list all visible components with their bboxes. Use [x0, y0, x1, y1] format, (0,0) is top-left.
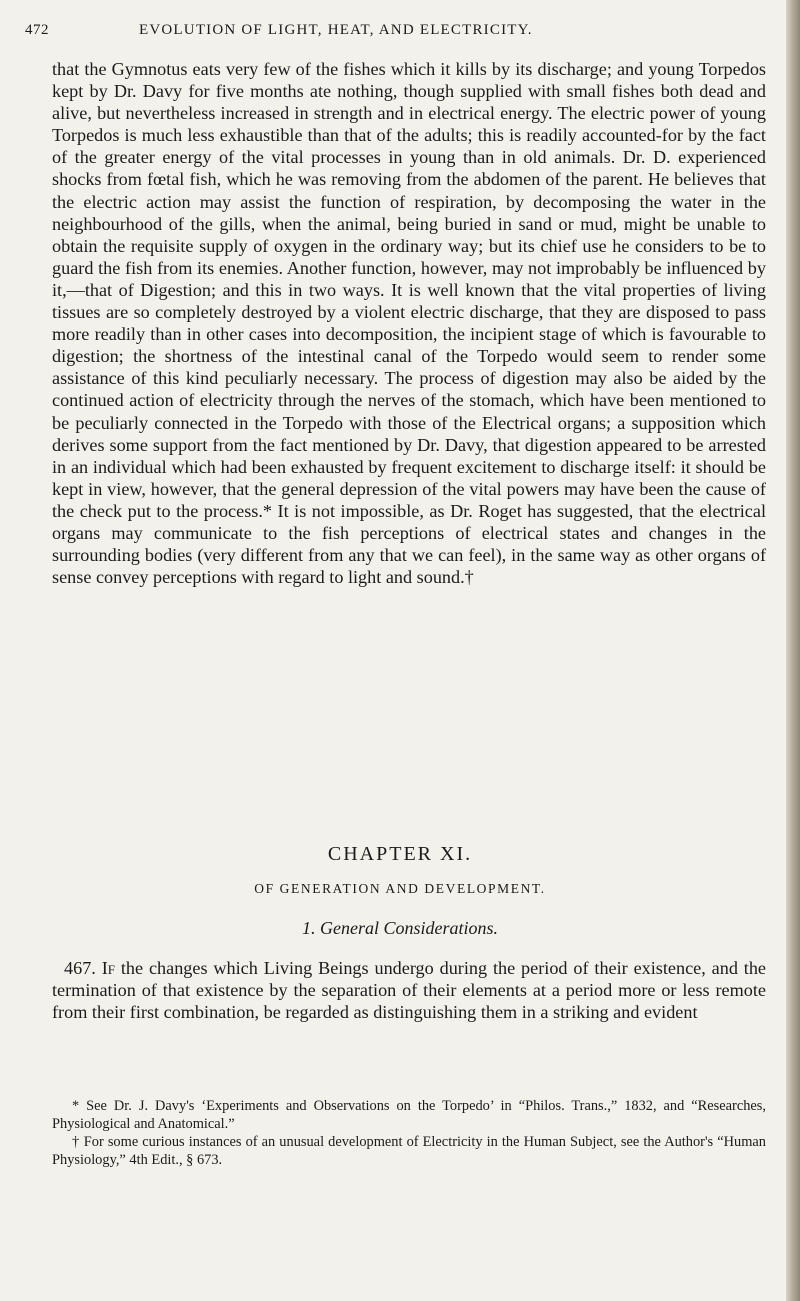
paragraph-text: the changes which Living Beings undergo during the period of their existence, and the termination of that existence by the separation of their elements at a period more or less remote from their first combination, be regarded as distinguishing them in a striking and evident — [52, 958, 767, 1023]
page-edge-shadow — [786, 0, 800, 1301]
section-title: 1. General Considerations. — [302, 918, 498, 938]
paragraph-lead: If — [101, 958, 115, 978]
body-paragraph: that the Gymnotus eats very few of the fishes which it kills by its discharge; and young Torpedos kept by Dr. Davy for five months ate nothing, though supplied with small fishes both dead and alive, but nevertheless increased in strength and in electrical energy. The electric power of young Torpedos is much less exhaustible than that of the adults; this is readily accounted-for by the fact of the greater energy of the vital processes in young than in old animals. Dr. D. experienced shocks from fœtal fish, which he was removing from the abdomen of the parent. He believes that the electric action may assist the function of respiration, by decomposing the water in the neighbourhood of the gills, when the animal, being buried in sand or mud, might be unable to obtain the requisite supply of oxygen in the ordinary way; but its chief use he considers to be to guard the fish from its enemies. Another function, however, may not improbably be influenced by it,—that of Digestion; and this in two ways. It is well known that the vital properties of living tissues are so completely destroyed by a violent electric discharge, that they are disposed to pass more readily than in other cases into decomposition, the incipient stage of which is favourable to digestion; the shortness of the intestinal canal of the Torpedo would seem to render some assistance of this kind peculiarly necessary. The process of digestion may also be aided by the continued action of electricity through the nerves of the stomach, which have been mentioned to be peculiarly connected in the Torpedo with those of the Electrical organs; a supposition which derives some support from the fact mentioned by Dr. Davy, that digestion appeared to be arrested in an individual which had been exhausted by frequent excitement to discharge itself: it should be kept in view, however, that the general depression of the vital powers may have been the cause of the check put to the process.* It is not impossible, as Dr. Roget has suggested, that the electrical organs may communicate to the fish perceptions of electrical states and changes in the surrounding bodies (very different from any that we can feel), in the same way as other organs of sense convey perceptions with regard to light and sound.† — [52, 59, 766, 588]
running-title: EVOLUTION OF LIGHT, HEAT, AND ELECTRICITY. — [139, 22, 533, 38]
chapter-heading: CHAPTER XI. — [327, 843, 473, 865]
continued-paragraph — [52, 58, 766, 588]
chapter-subtitle: OF GENERATION AND DEVELOPMENT. — [254, 881, 546, 896]
page-number: 472 — [25, 22, 49, 38]
paragraph-467 — [52, 957, 766, 1024]
paragraph-number: 467. — [64, 958, 96, 978]
footnotes — [52, 1097, 766, 1169]
footnote-1: * See Dr. J. Davy's ‘Experiments and Observations on the Torpedo’ in “Philos. Trans.,” 1832, and “Researches, Physiological and Anatomical.” — [52, 1098, 766, 1132]
footnote-2: † For some curious instances of an unusual development of Electricity in the Human Subject, see the Author's “Human Physiology,” 4th Edit., § 673. — [52, 1134, 766, 1168]
section-heading — [0, 918, 800, 939]
